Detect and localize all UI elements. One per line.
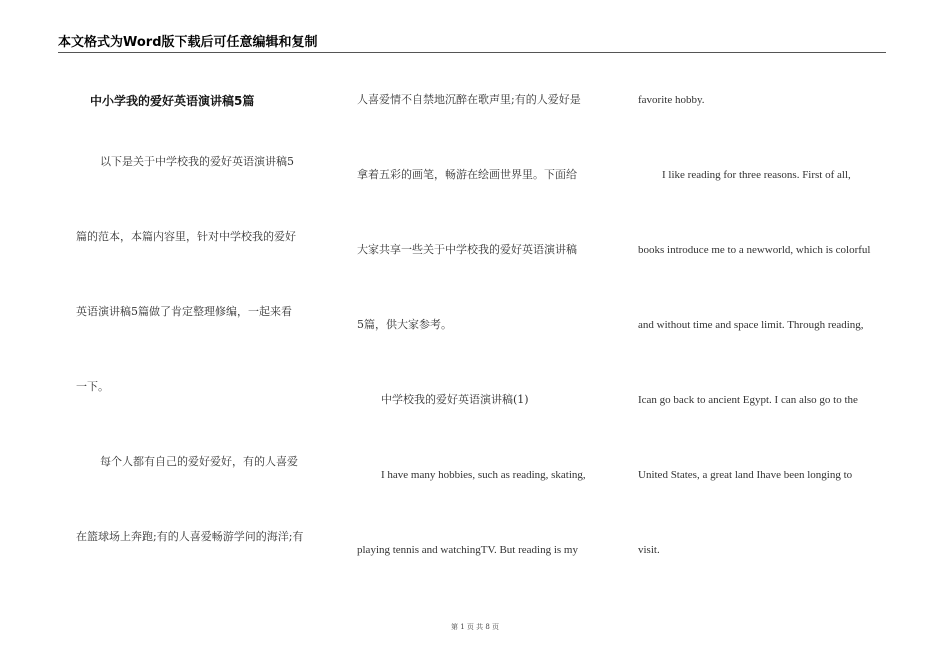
header-banner (58, 34, 886, 53)
text-line: 人喜爱情不自禁地沉醉在歌声里;有的人爱好是 (357, 93, 581, 106)
text-line: 以下是关于中学校我的爱好英语演讲稿5 (100, 155, 294, 168)
document-title: 中小学我的爱好英语演讲稿5篇 (90, 94, 255, 108)
text-line: 拿着五彩的画笔，畅游在绘画世界里。下面给 (357, 168, 577, 181)
text-line: United States, a great land Ihave been longing to (638, 469, 853, 481)
text-line: 大家共享一些关于中学校我的爱好英语演讲稿 (357, 243, 577, 256)
page-number: 第 1 页 共 8 页 (450, 623, 500, 631)
text-line: I have many hobbies, such as reading, skating, (381, 469, 586, 481)
text-line: 英语演讲稿5篇做了肯定整理修编，一起来看 (76, 305, 292, 318)
text-line: 篇的范本，本篇内容里，针对中学校我的爱好 (76, 230, 296, 243)
text-line: 在篮球场上奔跑;有的人喜爱畅游学问的海洋;有 (76, 530, 304, 543)
text-line: 一下。 (76, 380, 109, 393)
header-banner-text: 本文格式为Word版下载后可任意编辑和复制 (58, 35, 318, 50)
text-line: books introduce me to a newworld, which is colorful (638, 244, 871, 256)
text-line: I like reading for three reasons. First of all, (662, 169, 851, 181)
section-heading: 中学校我的爱好英语演讲稿(1) (381, 393, 529, 406)
text-line: favorite hobby. (638, 94, 705, 106)
text-line: Ican go back to ancient Egypt. I can also go to the (638, 394, 858, 406)
text-line: 5篇，供大家参考。 (357, 318, 452, 331)
text-line: and without time and space limit. Through reading, (638, 319, 864, 331)
text-line: 每个人都有自己的爱好爱好，有的人喜爱 (100, 455, 298, 468)
text-line: playing tennis and watchingTV. But reading is my (357, 544, 578, 556)
text-line: visit. (638, 544, 660, 556)
